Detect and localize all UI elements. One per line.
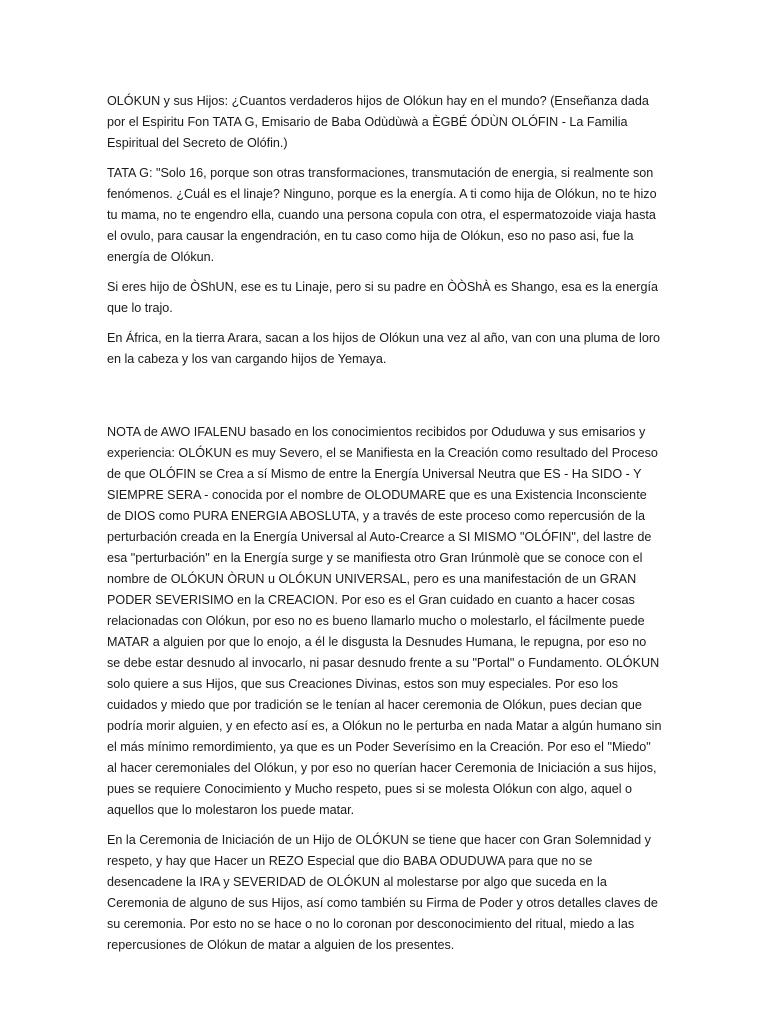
document-body [107,91,663,956]
paragraph-tata-g: TATA G: "Solo 16, porque son otras transformaciones, transmutación de energia, si realmente son fenómenos. ¿Cuál es el linaje? Ninguno, porque es la energía. A ti como hija de Olókun, no te hizo tu mama, no te engendro ella, cuando una persona copula con otra, el espermatozoide viaja hasta el ovulo, para causar la engendración, en tu caso como hija de Olókun, eso no paso asi, fue la energía de Olókun. [107,166,657,264]
paragraph-linaje: Si eres hijo de ÒShUN, ese es tu Linaje, pero si su padre en ÒÒShÀ es Shango, esa es la energía que lo trajo. [107,280,658,315]
paragraph-africa: En África, en la tierra Arara, sacan a los hijos de Olókun una vez al año, van con una pluma de loro en la cabeza y los van cargando hijos de Yemaya. [107,331,661,366]
paragraph-intro: OLÓKUN y sus Hijos: ¿Cuantos verdaderos hijos de Olókun hay en el mundo? (Enseñanza dada por el Espiritu Fon TATA G, Emisario de Baba Odùdùwà a ÈGBÉ ÓDÙN OLÓFIN - La Familia Espiritual del Secreto de Olófin.) [107,94,649,150]
paragraph-nota: NOTA de AWO IFALENU basado en los conocimientos recibidos por Oduduwa y sus emisarios y experiencia: OLÓKUN es muy Severo, el se Manifiesta en la Creación como resultado del Proceso de que OLÓFIN se Crea a sí Mismo de entre la Energía Universal Neutra que ES - Ha SIDO - Y SIEMPRE SERA - conocida por el nombre de OLODUMARE que es una Existencia Inconsciente de DIOS como PURA ENERGIA ABOSLUTA, y a través de este proceso como repercusión de la perturbación creada en la Energía Universal al Auto-Crearce a SI MISMO "OLÓFIN", del lastre de esa "perturbación" en la Energía surge y se manifiesta otro Gran Irúnmolè que se conoce con el nombre de OLÓKUN ÒRUN u OLÓKUN UNIVERSAL, pero es una manifestación de un GRAN PODER SEVERISIMO en la CREACION. Por eso es el Gran cuidado en cuanto a hacer cosas relacionadas con Olókun, por eso no es bueno llamarlo mucho o molestarlo, el fácilmente puede MATAR a alguien por que lo enojo, a él le disgusta la Desnudes Humana, le repugna, por eso no se debe estar desnudo al invocarlo, ni pasar desnudo frente a su "Portal" o Fundamento. OLÓKUN solo quiere a sus Hijos, que sus Creaciones Divinas, estos son muy especiales. Por eso los cuidados y miedo que por tradición se le tenían al hacer ceremonia de Olókun, pues decian que podría morir alguien, y en efecto así es, a Olókun no le perturba en nada Matar a algún humano sin el más mínimo remordimiento, ya que es un Poder Severísimo en la Creación. Por eso el "Miedo" al hacer ceremoniales del Olókun, y por eso no querían hacer Ceremonia de Iniciación a sus hijos, pues se requiere Conocimiento y Mucho respeto, pues si se molesta Olókun con algo, aquel o aquellos que lo molestaron los puede matar. [107,425,662,817]
paragraph-ceremonia: En la Ceremonia de Iniciación de un Hijo de OLÓKUN se tiene que hacer con Gran Solemnidad y respeto, y hay que Hacer un REZO Especial que dio BABA ODUDUWA para que no se desencadene la IRA y SEVERIDAD de OLÓKUN al molestarse por algo que suceda en la Ceremonia de alguno de sus Hijos, así como también su Firma de Poder y otros detalles claves de su ceremonia. Por esto no se hace o no lo coronan por desconocimiento del ritual, miedo a las repercusiones de Olókun de matar a alguien de los presentes. [107,833,658,952]
